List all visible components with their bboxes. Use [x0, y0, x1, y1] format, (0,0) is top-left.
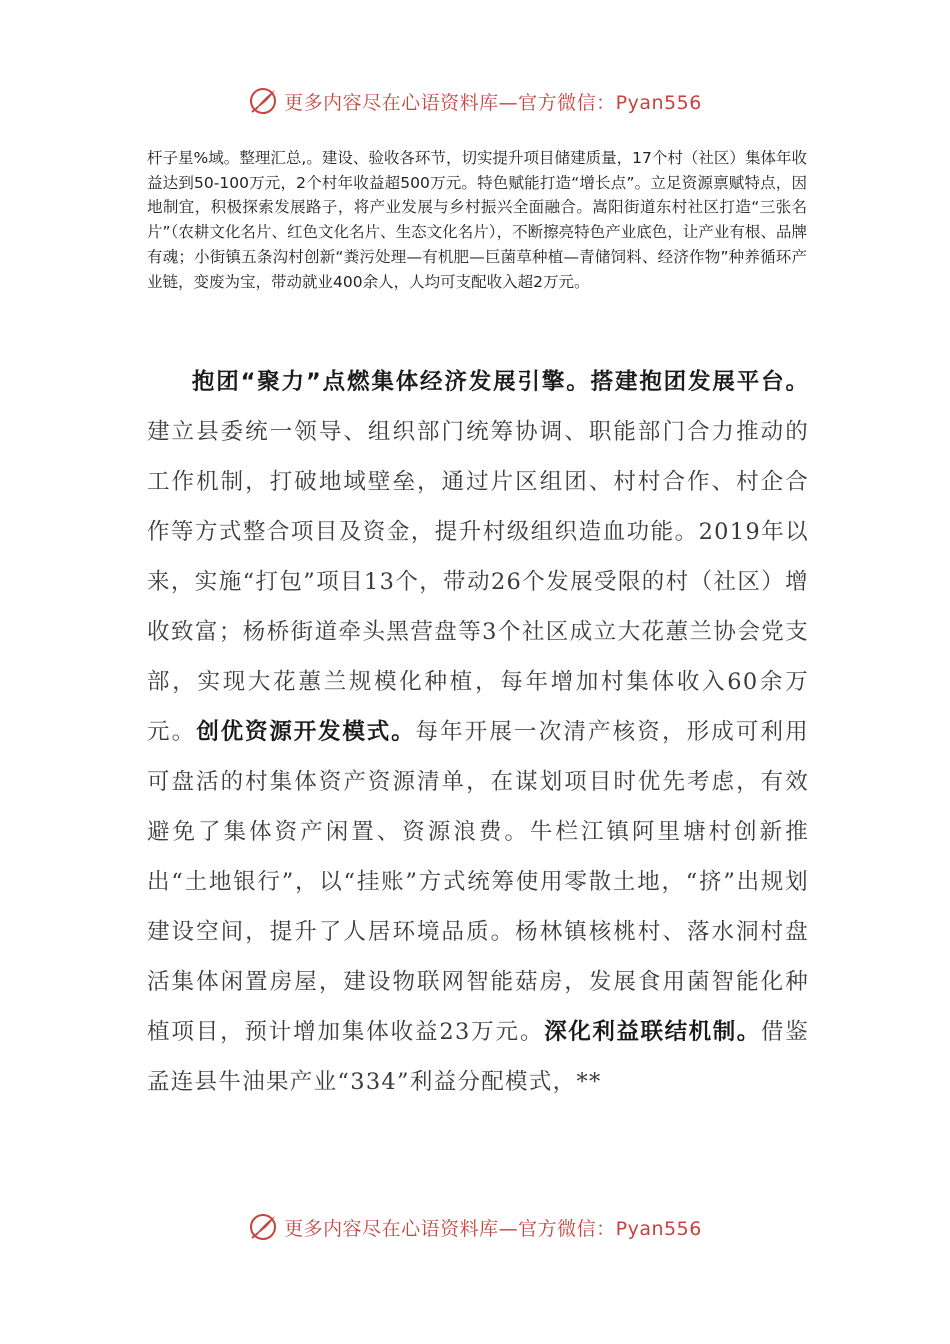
body-liyi: 借鉴孟连县牛油果产业“334”利益分配模式，**: [147, 1019, 809, 1095]
heading-liyi: 深化利益联结机制。: [544, 1019, 761, 1045]
heading-ziyuan: 创优资源开发模式。: [196, 719, 416, 745]
quill-logo-icon: [248, 86, 278, 116]
watermark-footer: [0, 1212, 950, 1242]
paragraph-second: [147, 357, 809, 1107]
body-ziyuan: 每年开展一次清产核资，形成可利用可盘活的村集体资产资源清单，在谋划项目时优先考虑，有效避免了集体资产闲置、资源浪费。牛栏江镇阿里塘村创新推出“土地银行”，以“挂账”方式统筹使用零散土地，“挤”出规划建设空间，提升了人居环境品质。杨林镇核桃村、落水洞村盘活集体闲置房屋，建设物联网智能菇房，发展食用菌智能化种植项目，预计增加集体收益23万元。: [147, 719, 809, 1045]
quill-logo-icon: [248, 1212, 278, 1242]
watermark-text: 更多内容尽在心语资料库—官方微信：Pyan556: [284, 91, 702, 114]
body-jutuan: 建立县委统一领导、组织部门统筹协调、职能部门合力推动的工作机制，打破地域壁垒，通过片区组团、村村合作、村企合作等方式整合项目及资金，提升村级组织造血功能。2019年以来，实施“打包”项目13个，带动26个发展受限的村（社区）增收致富；杨桥街道牵头黑营盘等3个社区成立大花蕙兰协会党支部，实现大花蕙兰规模化种植，每年增加村集体收入60余万元。: [147, 419, 809, 745]
watermark-text: 更多内容尽在心语资料库—官方微信：Pyan556: [284, 1217, 702, 1240]
watermark-header: [0, 86, 950, 116]
paragraph-first: 杆子星%域。整理汇总,。建设、验收各环节，切实提升项目储建质量，17个村（社区）集体年收益达到50-100万元，2个村年收益超500万元。特色赋能打造“增长点”。立足资源禀赋特点，因地制宜，积极探索发展路子，将产业发展与乡村振兴全面融合。嵩阳街道东村社区打造“三张名片”（农耕文化名片、红色文化名片、生态文化名片），不断擦亮特色产业底色，让产业有根、品牌有魂；小街镇五条沟村创新“粪污处理—有机肥—巨菌草种植—青储饲料、经济作物”种养循环产业链，变废为宝，带动就业400余人，人均可支配收入超2万元。: [147, 149, 807, 291]
heading-jutuan: 抱团“聚力”点燃集体经济发展引擎。搭建抱团发展平台。: [191, 369, 809, 395]
